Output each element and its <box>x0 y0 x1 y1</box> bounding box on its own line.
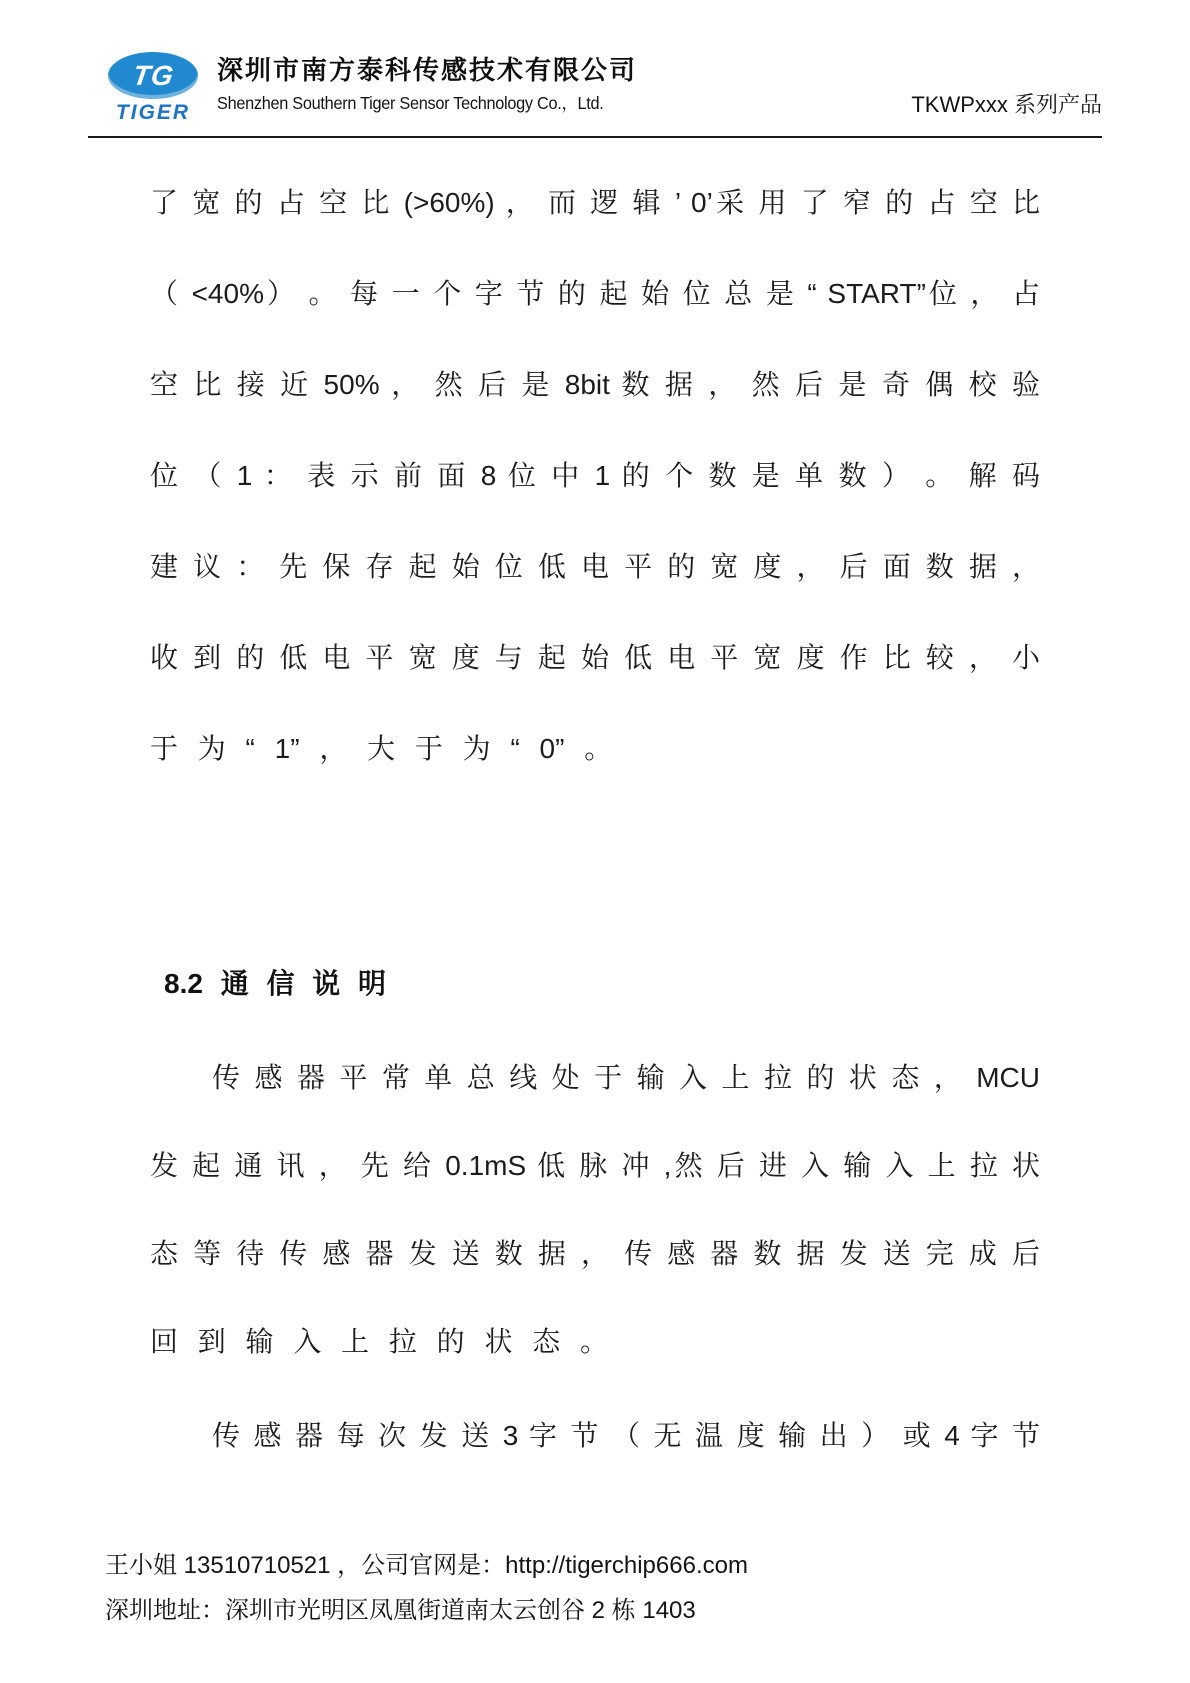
company-name-cn: 深圳市南方泰科传感技术有限公司 <box>217 55 638 85</box>
company-name-en: Shenzhen Southern Tiger Sensor Technology Co.，Ltd. <box>217 92 604 113</box>
paragraph-communication <box>150 1034 1040 1386</box>
text-line: （ <40%） 。 每 一 个 字 节 的 起 始 位 总 是 “ START”位 ， 占 <box>150 278 1040 309</box>
text-line: 空 比 接 近 50% ， 然 后 是 8bit 数 据 ， 然 后 是 奇 偶 校 验 <box>150 369 1040 400</box>
text-line: 传 感 器 每 次 发 送 3 字 节 （ 无 温 度 输 出 ） 或 4 字 节 <box>212 1420 1040 1451</box>
text-line: 于 为 “ 1” ， 大 于 为 “ 0” 。 <box>150 733 613 764</box>
document-body <box>150 157 1040 1480</box>
text-line: 传 感 器 平 常 单 总 线 处 于 输 入 上 拉 的 状 态 ， MCU <box>212 1062 1040 1093</box>
header-divider <box>88 136 1102 138</box>
text-line: 回 到 输 入 上 拉 的 状 态 。 <box>150 1326 609 1357</box>
page-footer <box>105 1543 748 1633</box>
company-name-block <box>217 52 637 116</box>
tiger-logo <box>103 52 203 125</box>
tiger-wordmark: TIGER <box>115 101 191 124</box>
paragraph-bytes <box>150 1392 1040 1480</box>
page-header <box>103 52 1102 125</box>
text-line: 建 议 ： 先 保 存 起 始 位 低 电 平 的 宽 度 ， 后 面 数 据 ， <box>150 551 1040 582</box>
header-brand-group <box>103 52 637 125</box>
tiger-logo-icon <box>108 52 198 99</box>
tiger-logo-monogram: TG <box>130 59 176 91</box>
text-line: 位 （ 1 ： 表 示 前 面 8 位 中 1 的 个 数 是 单 数 ） 。 解 码 <box>150 460 1040 491</box>
footer-contact-line: 王小姐 13510710521 ，公司官网是：http://tigerchip666.com <box>105 1552 748 1579</box>
text-line: 了 宽 的 占 空 比 (>60%) ， 而 逻 辑 ’ 0’采 用 了 窄 的 占 空 比 <box>150 187 1040 218</box>
paragraph-duty-cycle <box>150 157 1040 794</box>
text-line: 发 起 通 讯 ， 先 给 0.1mS 低 脉 冲 ,然 后 进 入 输 入 上 拉 状 <box>150 1150 1040 1181</box>
text-line: 收 到 的 低 电 平 宽 度 与 起 始 低 电 平 宽 度 作 比 较 ， 小 <box>150 642 1040 673</box>
product-series-label: TKWPxxx 系列产品 <box>911 92 1102 117</box>
section-heading-8-2: 8.2 通 信 说 明 <box>164 968 387 999</box>
text-line: 态 等 待 传 感 器 发 送 数 据 ， 传 感 器 数 据 发 送 完 成 后 <box>150 1238 1040 1269</box>
footer-address-line: 深圳地址：深圳市光明区凤凰街道南太云创谷 2 栋 1403 <box>105 1597 696 1624</box>
